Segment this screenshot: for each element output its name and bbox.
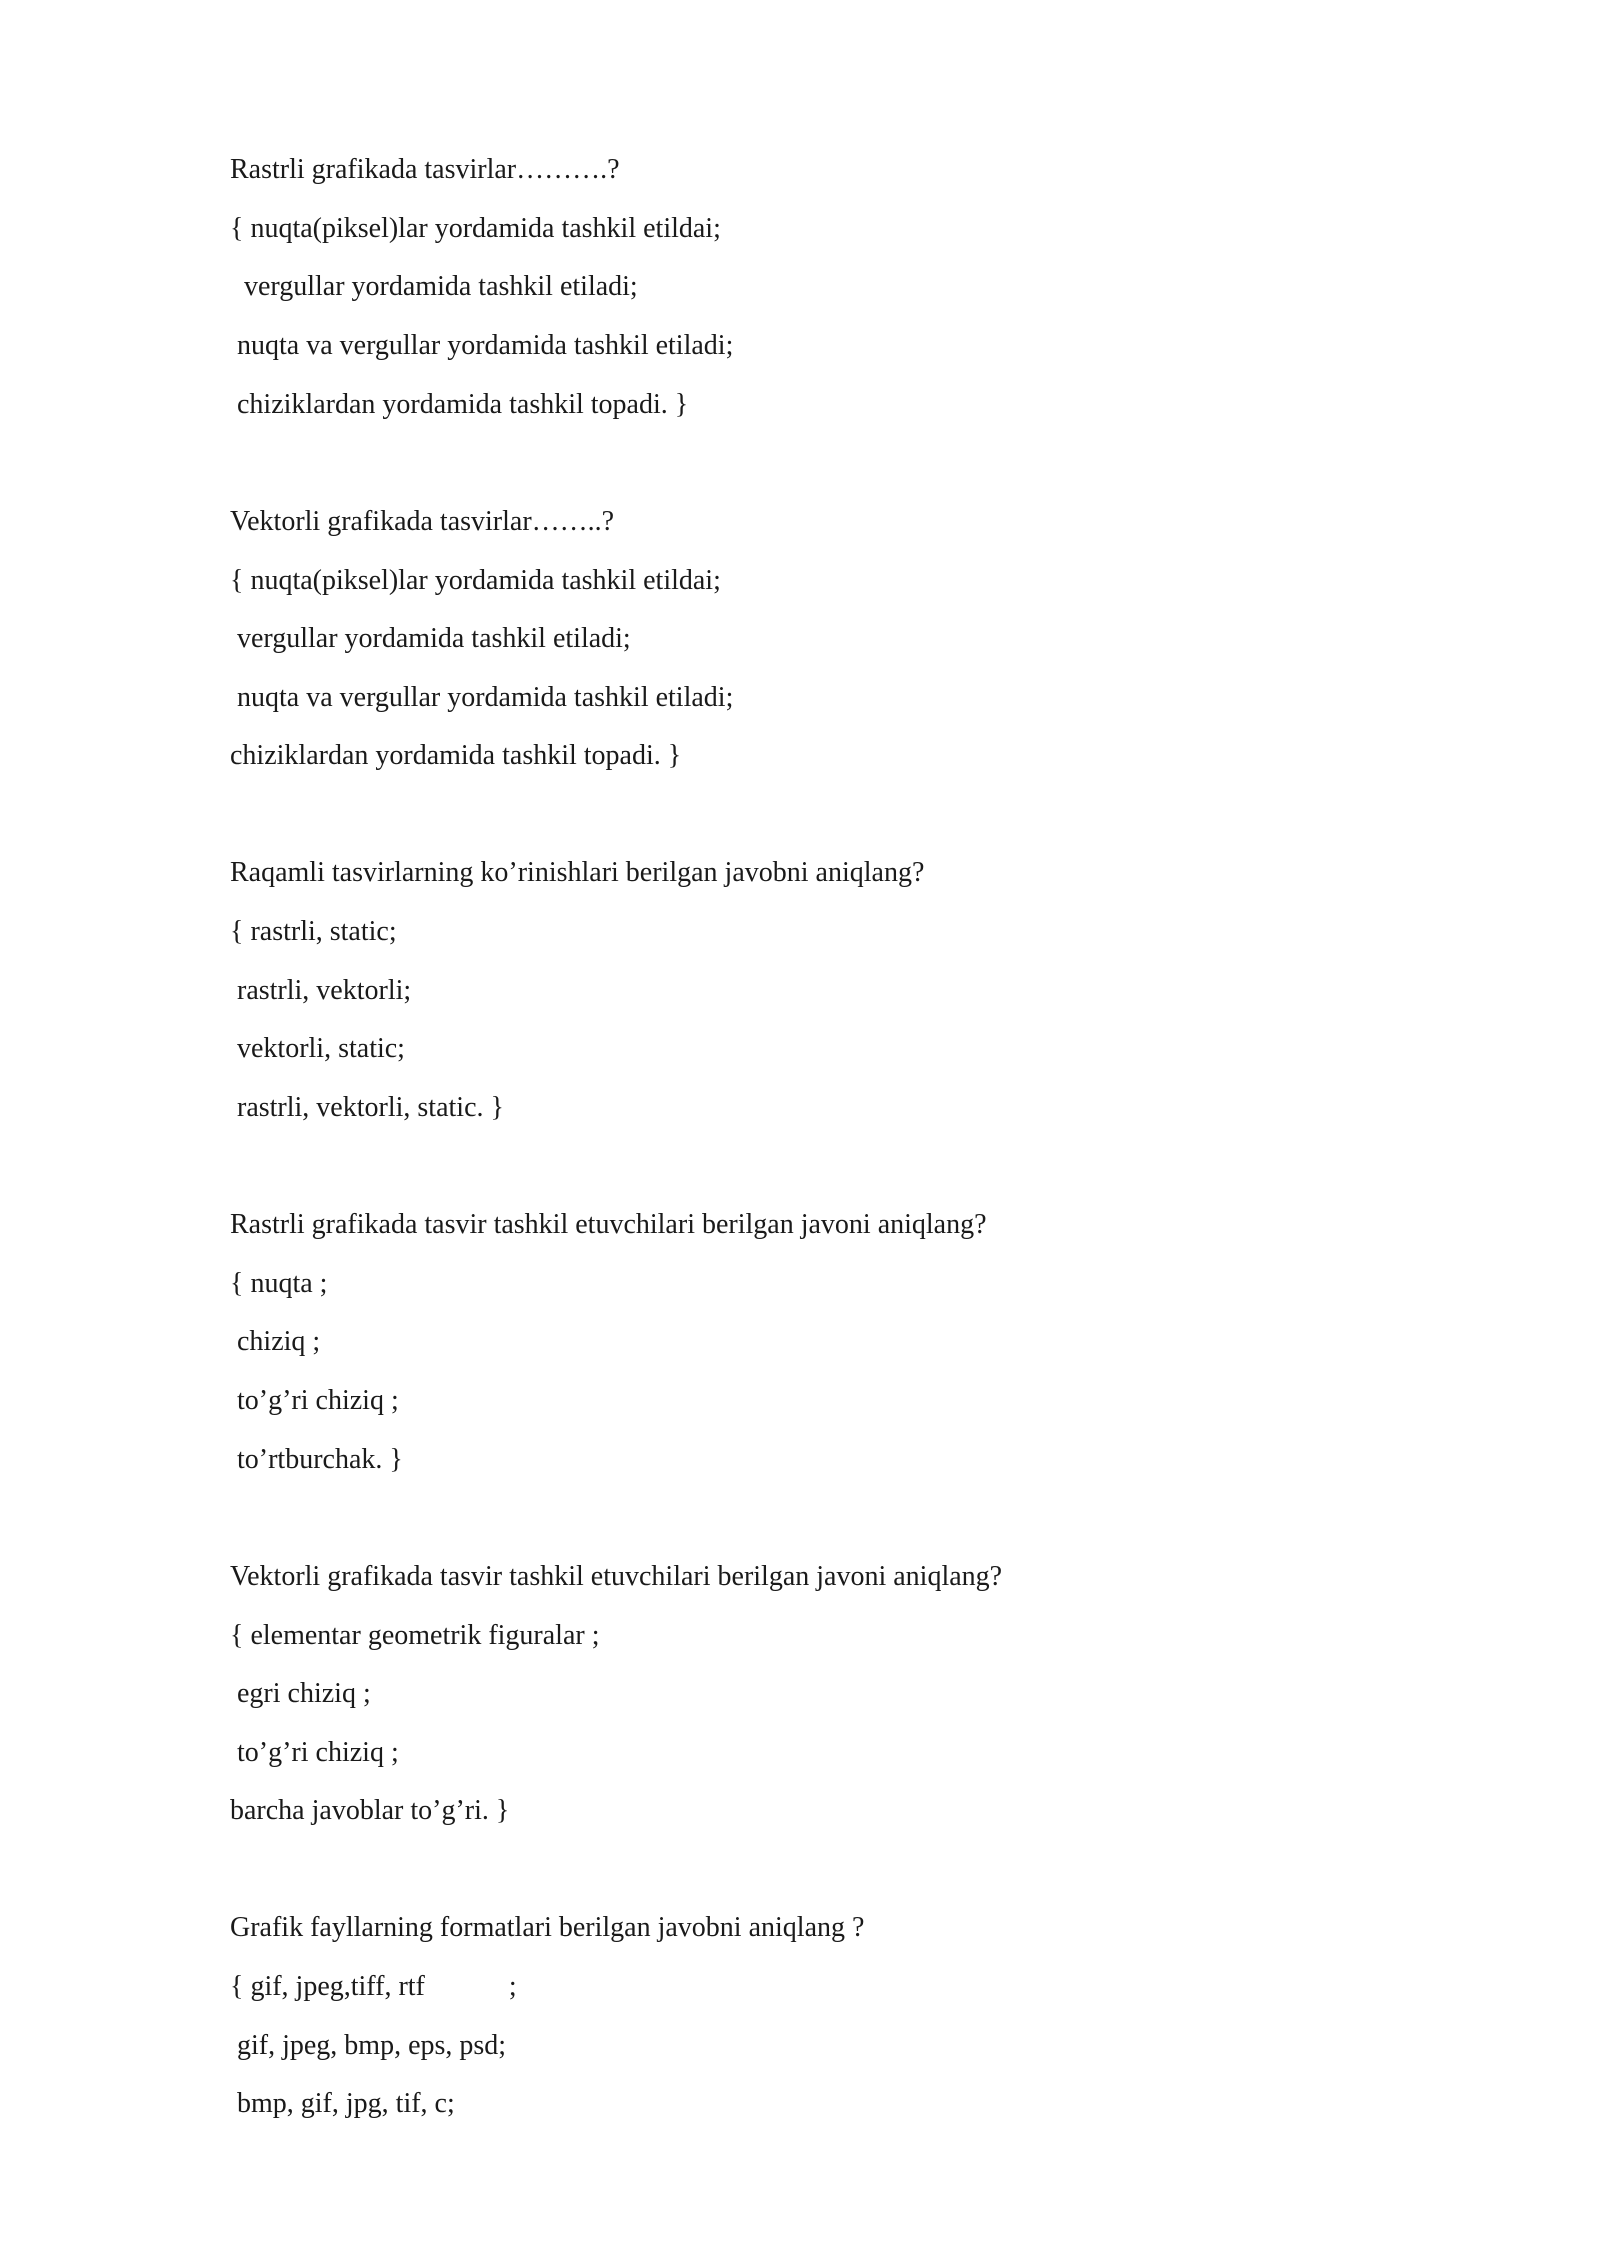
question-5-option-3: to’g’ri chiziq ; [230,1737,399,1768]
question-2-option-3: nuqta va vergullar yordamida tashkil etiladi; [230,682,734,713]
question-2: Vektorli grafikada tasvirlar……..? [230,506,615,537]
question-5-option-1: { elementar geometrik figuralar ; [230,1620,600,1651]
question-6-option-3: bmp, gif, jpg, tif, c; [230,2088,455,2119]
question-3-option-1: { rastrli, static; [230,916,397,947]
question-2-option-2: vergullar yordamida tashkil etiladi; [230,623,631,654]
question-4-option-2: chiziq ; [230,1326,321,1357]
question-3-option-2: rastrli, vektorli; [230,975,412,1006]
question-2-option-1: { nuqta(piksel)lar yordamida tashkil etildai; [230,565,721,596]
question-4-option-4: to’rtburchak. } [230,1444,403,1475]
question-2-option-4: chiziklardan yordamida tashkil topadi. } [230,740,682,771]
question-1-option-2: vergullar yordamida tashkil etiladi; [230,271,638,302]
question-1-option-1: { nuqta(piksel)lar yordamida tashkil etildai; [230,213,721,244]
question-6-option-1: { gif, jpeg,tiff, rtf ; [230,1971,517,2002]
question-3-option-3: vektorli, static; [230,1033,405,1064]
question-5: Vektorli grafikada tasvir tashkil etuvchilari berilgan javoni aniqlang? [230,1561,1003,1592]
question-1-option-4: chiziklardan yordamida tashkil topadi. } [230,389,689,420]
question-3-option-4: rastrli, vektorli, static. } [230,1092,504,1123]
question-4-option-3: to’g’ri chiziq ; [230,1385,399,1416]
question-5-option-4: barcha javoblar to’g’ri. } [230,1795,510,1826]
question-1-option-3: nuqta va vergullar yordamida tashkil etiladi; [230,330,734,361]
question-4-option-1: { nuqta ; [230,1268,328,1299]
question-6: Grafik fayllarning formatlari berilgan javobni aniqlang ? [230,1912,865,1943]
question-1: Rastrli grafikada tasvirlar……….? [230,154,620,185]
question-4: Rastrli grafikada tasvir tashkil etuvchilari berilgan javoni aniqlang? [230,1209,987,1240]
question-3: Raqamli tasvirlarning ko’rinishlari berilgan javobni aniqlang? [230,857,925,888]
question-5-option-2: egri chiziq ; [230,1678,371,1709]
question-6-option-2: gif, jpeg, bmp, eps, psd; [230,2030,507,2061]
